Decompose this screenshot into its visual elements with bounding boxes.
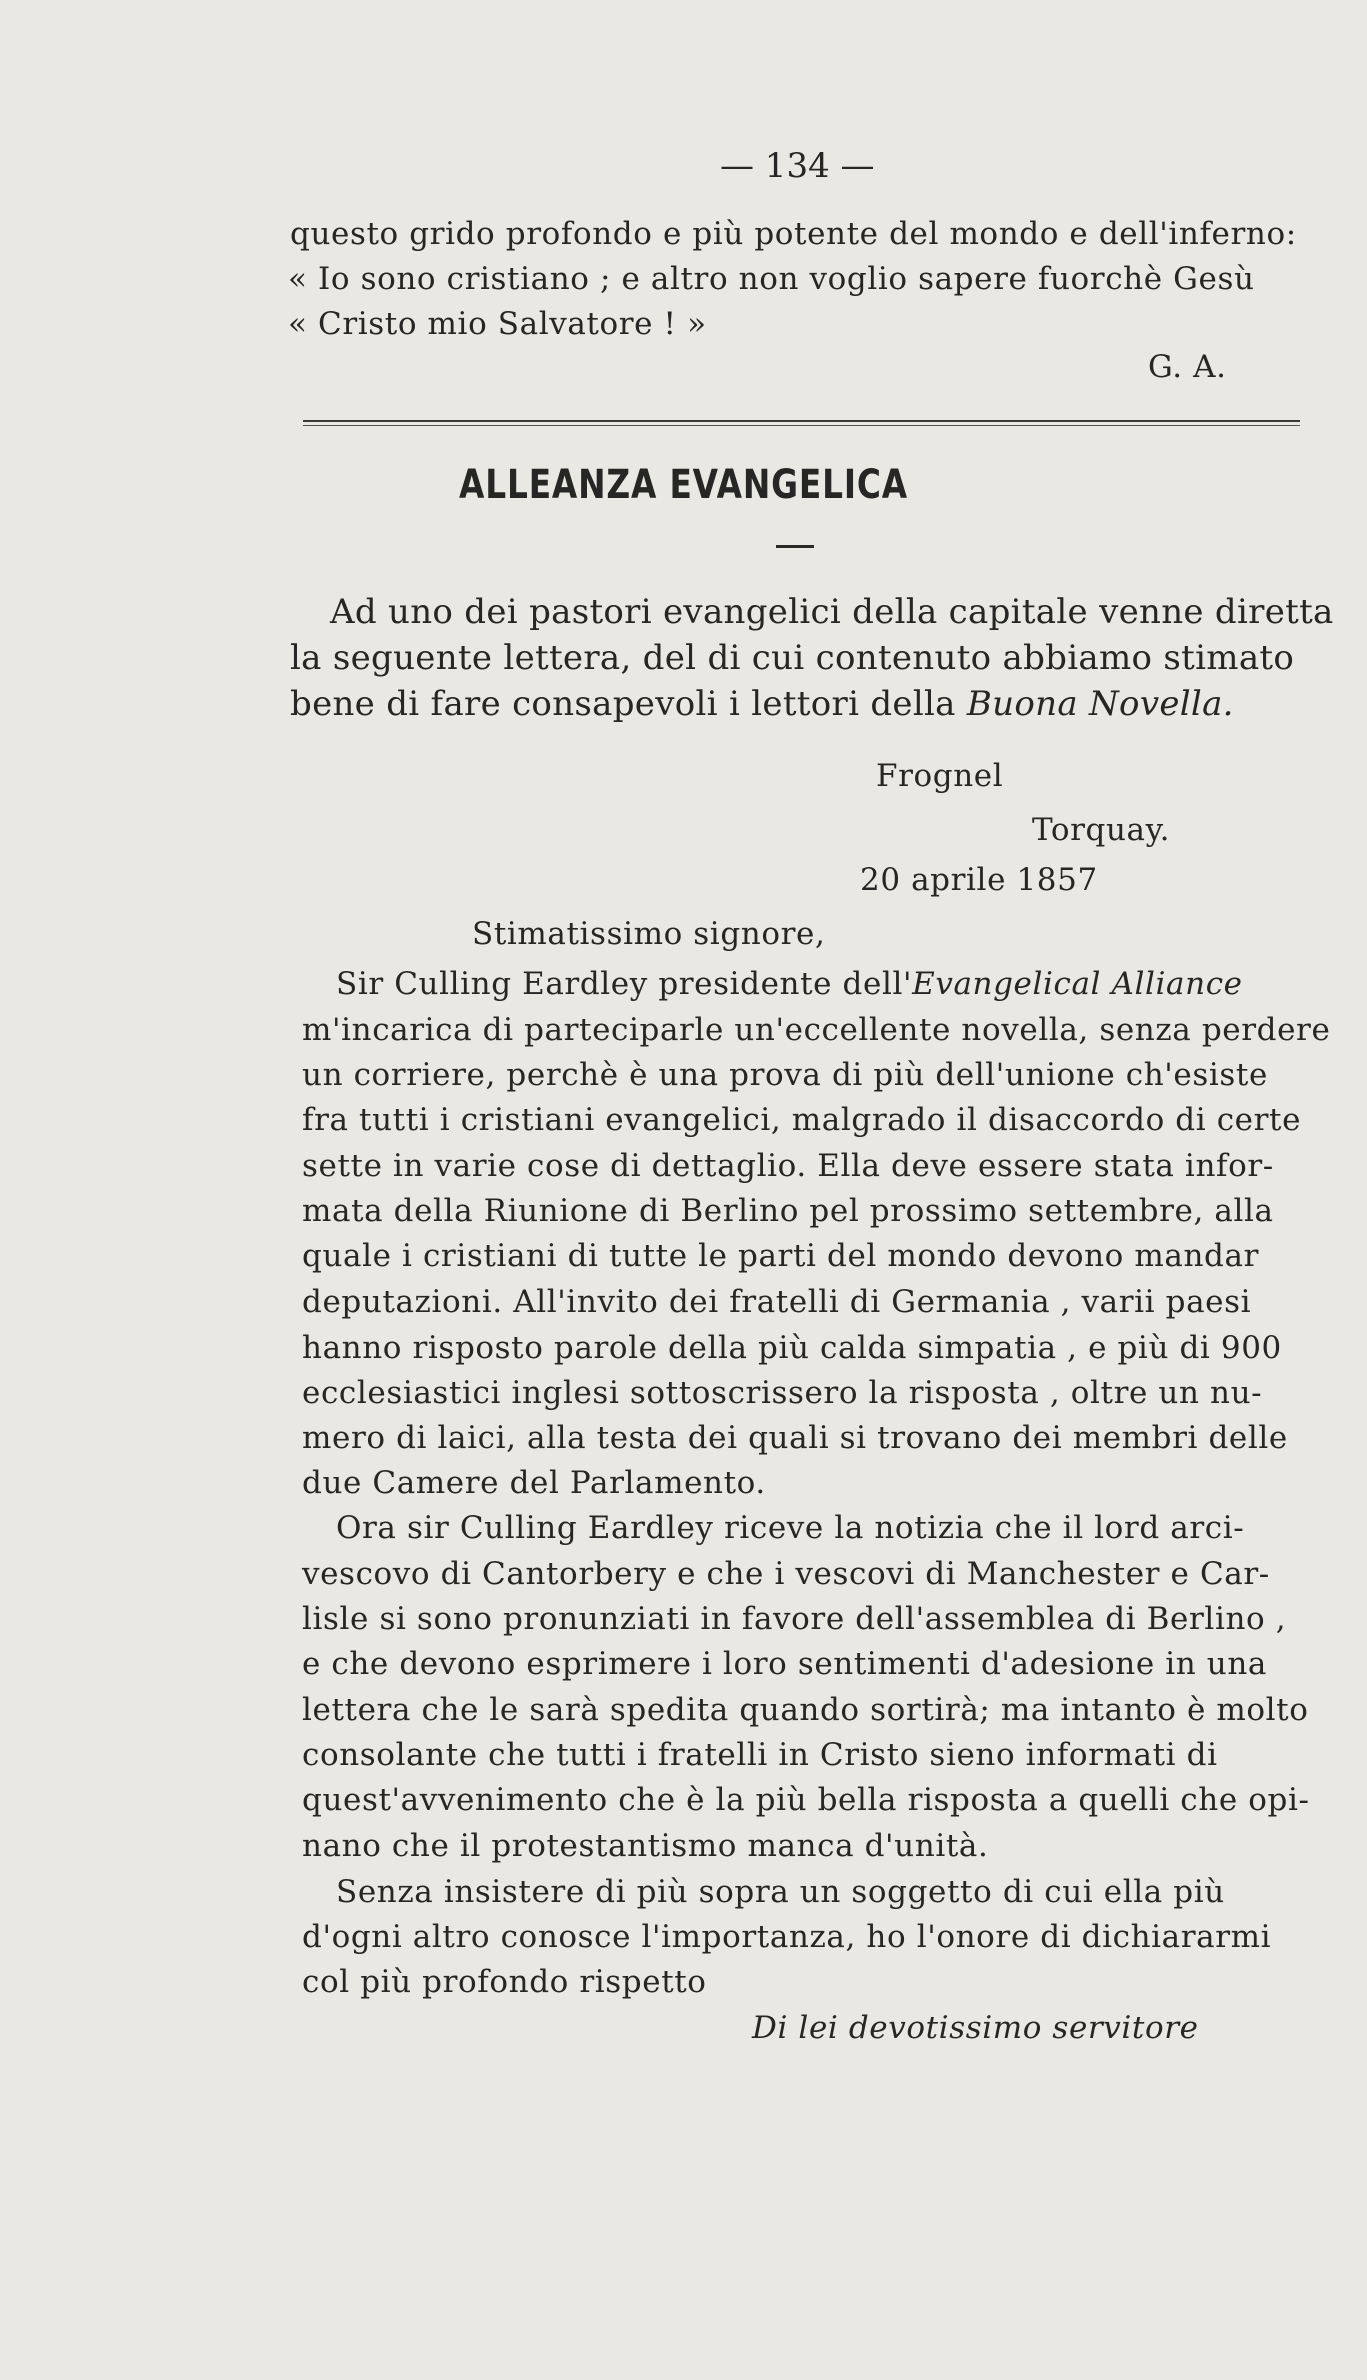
valediction-italic: Di lei devotissimo servitore (752, 2010, 1199, 2046)
letter-line: un corriere, perchè è una prova di più dell'unione ch'esiste (302, 1057, 1268, 1093)
letter-line: nano che il protestantismo manca d'unità. (302, 1828, 989, 1864)
separator-rule-thin (303, 425, 1300, 426)
title-dash (776, 545, 814, 548)
letter-line: lisle si sono pronunziati in favore dell'assemblea di Berlino , (302, 1601, 1287, 1637)
letter-date: 20 aprile 1857 (860, 862, 1098, 898)
letter-text: Sir Culling Eardley presidente dell' (336, 966, 913, 1002)
letter-line: due Camere del Parlamento. (302, 1465, 766, 1501)
letter-line: m'incarica di parteciparle un'eccellente novella, senza perdere (302, 1012, 1331, 1048)
letter-line: ecclesiastici inglesi sottoscrissero la risposta , oltre un nu- (302, 1375, 1263, 1411)
letter-line: fra tutti i cristiani evangelici, malgrado il disaccordo di certe (302, 1102, 1302, 1138)
signature: G. A. (1148, 349, 1227, 385)
intro-italic: Buona Novella. (966, 684, 1234, 724)
closing-line: « Cristo mio Salvatore ! » (288, 306, 707, 342)
letter-line: deputazioni. All'invito dei fratelli di Germania , varii paesi (302, 1284, 1252, 1320)
closing-line: « Io sono cristiano ; e altro non voglio sapere fuorchè Gesù (288, 261, 1255, 297)
letter-place: Frognel (876, 758, 1004, 794)
letter-line: e che devono esprimere i loro sentimenti d'adesione in una (302, 1646, 1268, 1682)
letter-line: lettera che le sarà spedita quando sortirà; ma intanto è molto (302, 1692, 1309, 1728)
letter-line: col più profondo rispetto (302, 1964, 707, 2000)
intro-text: bene di fare consapevoli i lettori della (290, 684, 967, 724)
letter-line: Senza insistere di più sopra un soggetto di cui ella più (336, 1874, 1225, 1910)
page-number: — 134 — (720, 146, 875, 186)
intro-line: Ad uno dei pastori evangelici della capitale venne diretta (330, 592, 1334, 632)
intro-line: la seguente lettera, del di cui contenuto abbiamo stimato (290, 638, 1295, 678)
article-title: ALLEANZA EVANGELICA (459, 462, 908, 508)
letter-line: consolante che tutti i fratelli in Cristo sieno informati di (302, 1737, 1218, 1773)
separator-rule (303, 420, 1300, 422)
letter-valediction (752, 2010, 1199, 2046)
letter-line (336, 966, 1243, 1002)
closing-line: questo grido profondo e più potente del mondo e dell'inferno: (290, 216, 1297, 252)
letter-place: Torquay. (1032, 812, 1171, 848)
letter-salutation: Stimatissimo signore, (472, 916, 826, 952)
letter-line: sette in varie cose di dettaglio. Ella deve essere stata infor- (302, 1148, 1274, 1184)
letter-line: quest'avvenimento che è la più bella risposta a quelli che opi- (302, 1782, 1310, 1818)
letter-line: d'ogni altro conosce l'importanza, ho l'onore di dichiararmi (302, 1919, 1272, 1955)
intro-line (290, 684, 1234, 724)
letter-line: mata della Riunione di Berlino pel prossimo settembre, alla (302, 1193, 1274, 1229)
letter-italic: Evangelical Alliance (912, 966, 1243, 1002)
letter-line: hanno risposto parole della più calda simpatia , e più di 900 (302, 1330, 1282, 1366)
letter-line: quale i cristiani di tutte le parti del mondo devono mandar (302, 1238, 1259, 1274)
letter-line: mero di laici, alla testa dei quali si trovano dei membri delle (302, 1420, 1288, 1456)
letter-line: vescovo di Cantorbery e che i vescovi di Manchester e Car- (302, 1556, 1270, 1592)
letter-line: Ora sir Culling Eardley riceve la notizia che il lord arci- (336, 1510, 1245, 1546)
